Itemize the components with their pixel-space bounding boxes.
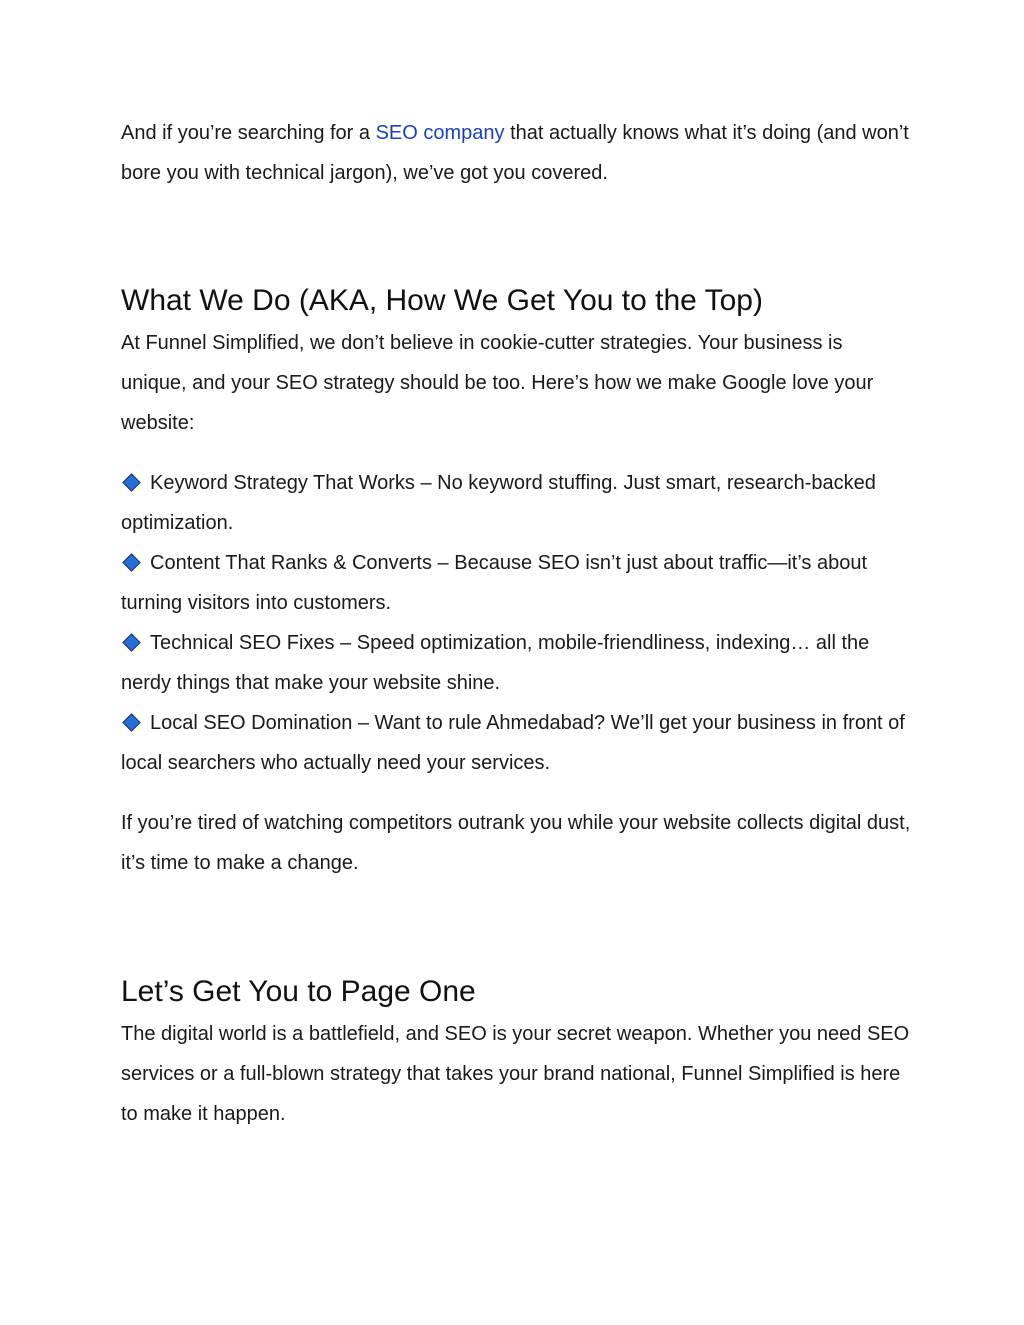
page-one-body: The digital world is a battlefield, and SEO is your secret weapon. Whether you need SEO services or a full-blown strategy that takes your brand national, Funnel Simplified is here to make it happen. bbox=[121, 1023, 910, 1125]
what-we-do-section bbox=[121, 281, 911, 883]
bullet-text: Technical SEO Fixes – Speed optimization, mobile-friendliness, indexing… all the nerdy things that make your website shine. bbox=[121, 632, 870, 694]
bullet-text: Content That Ranks & Converts – Because SEO isn’t just about traffic—it’s about turning visitors into customers. bbox=[121, 552, 868, 614]
what-we-do-intro: At Funnel Simplified, we don’t believe in cookie-cutter strategies. Your business is unique, and your SEO strategy should be too. Here’s how we make Google love your website: bbox=[121, 332, 874, 434]
list-item bbox=[121, 623, 911, 703]
intro-text-after: that actually knows what it’s doing (and won’t bore you with technical jargon), we’ve got you covered. bbox=[121, 122, 909, 184]
what-we-do-closing: If you’re tired of watching competitors outrank you while your website collects digital dust, it’s time to make a change. bbox=[121, 812, 911, 874]
blue-diamond-icon bbox=[122, 634, 140, 652]
page-one-heading: Let’s Get You to Page One bbox=[121, 975, 476, 1008]
page-one-section bbox=[121, 972, 911, 1134]
seo-company-link[interactable]: SEO company bbox=[375, 122, 505, 144]
intro-paragraph bbox=[121, 113, 911, 193]
blue-diamond-icon bbox=[122, 554, 140, 572]
bullet-text: Local SEO Domination – Want to rule Ahmedabad? We’ll get your business in front of local searchers who actually need your services. bbox=[121, 712, 905, 774]
services-list bbox=[121, 463, 911, 783]
what-we-do-heading: What We Do (AKA, How We Get You to the Top) bbox=[121, 284, 763, 317]
bullet-text: Keyword Strategy That Works – No keyword stuffing. Just smart, research-backed optimization. bbox=[121, 472, 876, 534]
list-item bbox=[121, 703, 911, 783]
list-item bbox=[121, 543, 911, 623]
blue-diamond-icon bbox=[122, 714, 140, 732]
list-item bbox=[121, 463, 911, 543]
blue-diamond-icon bbox=[122, 474, 140, 492]
intro-text-before: And if you’re searching for a bbox=[121, 122, 376, 144]
